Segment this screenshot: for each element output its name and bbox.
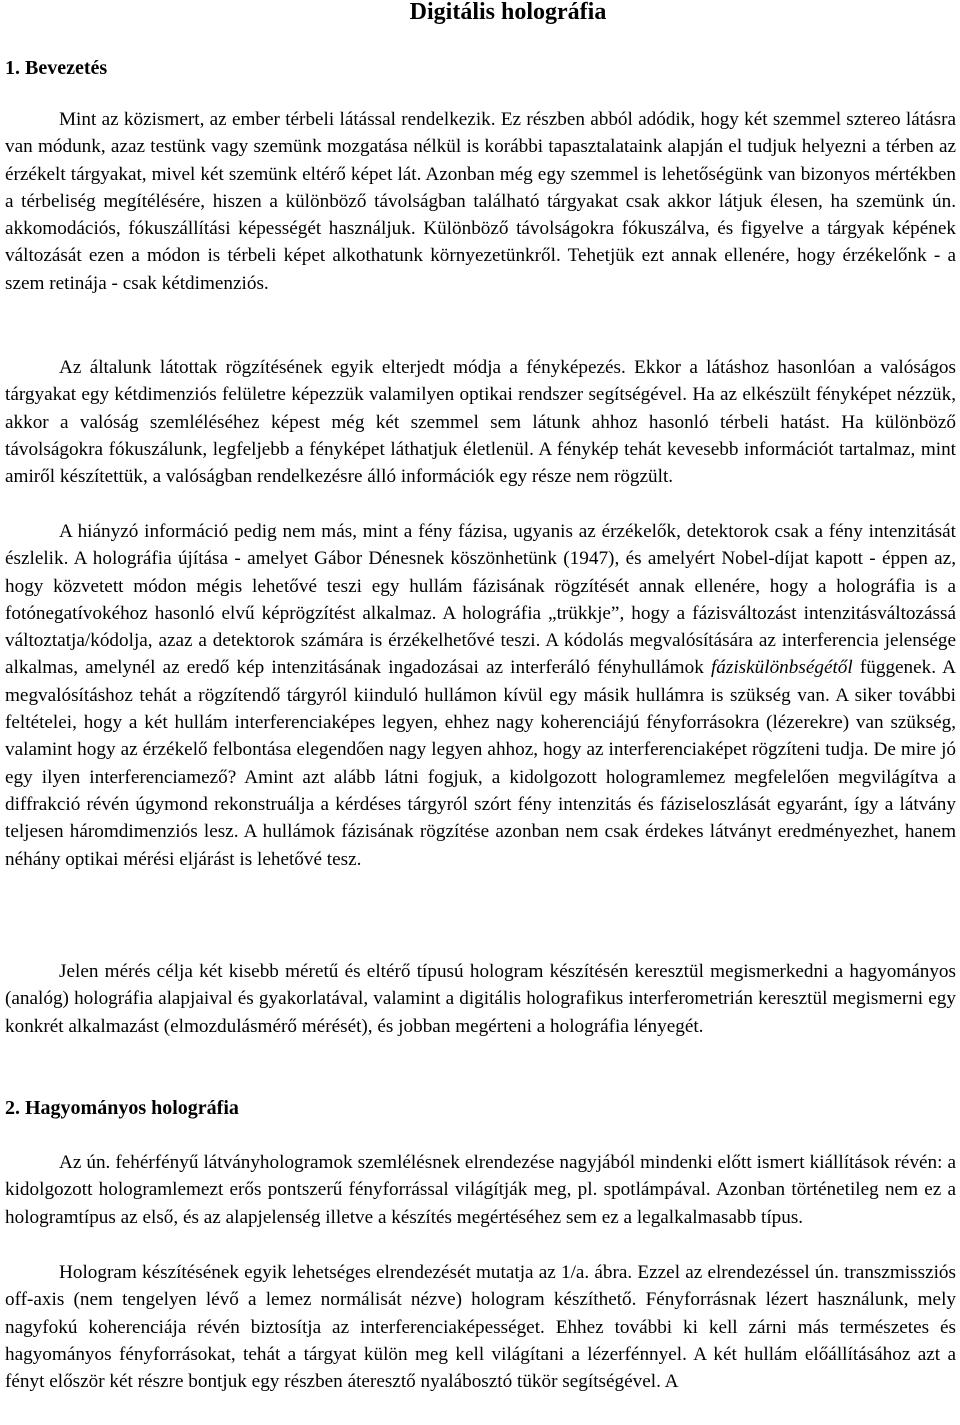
paragraph-intro-2: Az általunk látottak rögzítésének egyik elterjedt módja a fényképezés. Ekkor a látáshoz hasonlóan a valóságos tárgyakat egy kétdimenziós felületre képezzük valamilyen optikai rendszer segítségével. Ha az elkészült fényképet nézzük, akkor a valóság szemléléséhez képest még két szemmel sem látunk ahhoz hasonló térbeli hatást. Ha különböző távolságokra fókuszálunk, legfeljebb a fényképet láthatjuk életlenül. A fénykép tehát kevesebb információt tartalmaz, mint amiről készítettük, a valóságban rendelkezésre álló információk egy része nem rögzült. (5, 357, 956, 488)
document-title: Digitális holográfia (409, 0, 607, 25)
paragraph-traditional-1: Az ún. fehérfényű látványhologramok szemlélésnek elrendezése nagyjából mindenki előtt ismert kiállítások révén: a kidolgozott hologramlemezt erős pontszerű fényforrással világítják meg, pl. spotlámpával. Azonban történetileg nem ez a hologramtípus az első, és az alapjelenség illetve a készítés megértéséhez sem ez a legalkalmasabb típus. (5, 1152, 956, 1228)
paragraph-intro-3-part-b: függenek. A megvalósításhoz tehát a rögzítendő tárgyról kiinduló hullámon kívül egy másik hullámra is szükség van. A siker további feltételei, hogy a két hullám interferenciaképes legyen, ehhez nagy koherenciájú fényforrásokra (lézerekre) van szükség, valamint hogy az érzékelő felbontása elegendően nagy legyen ahhoz, hogy az interferenciaképet rögzíteni tudja. De mire jó egy ilyen interferenciamező? Amint azt alább látni fogjuk, a kidolgozott hologramlemez megfelelően megvilágítva a diffrakció révén úgymond rekonstruálja a kérdéses tárgyról szórt fény intenzitás és fáziseloszlását egyaránt, így a látvány teljesen háromdimenziós lesz. A hullámok fázisának rögzítése azonban nem csak érdekes látványt eredményezhet, hanem néhány optikai mérési eljárást is lehetővé tesz. (5, 657, 956, 870)
paragraph-intro-4: Jelen mérés célja két kisebb méretű és eltérő típusú hologram készítésén keresztül megismerkedni a hagyományos (analóg) holográfia alapjaival és gyakorlatával, valamint a digitális holografikus interferometrián keresztül megismerni egy konkrét alkalmazást (elmozdulásmérő mérését), és jobban megérteni a holográfia lényegét. (5, 961, 956, 1037)
emphasis-phase-difference: fáziskülönbségétől (710, 657, 853, 679)
paragraph-intro-3 (5, 518, 956, 873)
section-heading-traditional-holography: 2. Hagyományos holográfia (5, 1097, 239, 1119)
paragraph-intro-1: Mint az közismert, az ember térbeli látással rendelkezik. Ez részben abból adódik, hogy két szemmel sztereo látásra van módunk, azaz testünk vagy szemünk mozgatása nélkül is korábbi tapasztalataink alapján el tudjuk helyezni a térben az érzékelt tárgyakat, mivel két szemünk eltérő képet lát. Azonban még egy szemmel is lehetőségünk van bizonyos mértékben a térbeliség megítélésére, hiszen a különböző távolságban található tárgyakat csak akkor látjuk élesen, ha szemünk ún. akkomodációs, fókuszállítási képességét használjuk. Különböző távolságokra fókuszálva, és figyelve a tárgyak képének változását ezen a módon is térbeli képet alkothatunk környezetünkről. Tehetjük ezt annak ellenére, hogy érzékelőnk - a szem retinája - csak kétdimenziós. (5, 109, 956, 294)
paragraph-intro-3-part-a: A hiányzó információ pedig nem más, mint a fény fázisa, ugyanis az érzékelők, detektorok csak a fény intenzitását észlelik. A holográfia újítása - amelyet Gábor Dénesnek köszönhetünk (1947), és amelyért Nobel-díjat kapott - éppen az, hogy közvetett módon mégis lehetővé teszi egy hullám fázisának rögzítését annak ellenére, hogy a holográfia is a fotónegatívokéhoz hasonló elvű képrögzítést alkalmaz. A holográfia „trükkje”, hogy a fázisváltozást intenzitásváltozássá változtatja/kódolja, azaz a detektorok számára is érzékelhetővé teszi. A kódolás megvalósítására az interferencia jelensége alkalmas, amelynél az eredő kép intenzitásának ingadozásai az interferáló fényhullámok (5, 521, 956, 679)
paragraph-traditional-2: Hologram készítésének egyik lehetséges elrendezését mutatja az 1/a. ábra. Ezzel az elrendezéssel ún. transzmissziós off-axis (nem tengelyen lévő a lemez normálisát nézve) hologram készíthető. Fényforrásnak lézert használunk, mely nagyfokú koherenciája révén biztosítja az interferenciaképességet. Ehhez további ki kell zárni más természetes és hagyományos fényforrásokat, tehát a tárgyat külön meg kell világítani a lézerfénnyel. A két hullám előállításához azt a fényt először két részre bontjuk egy részben áteresztő nyalábosztó tükör segítségével. A (5, 1262, 956, 1393)
section-heading-introduction: 1. Bevezetés (5, 57, 108, 79)
